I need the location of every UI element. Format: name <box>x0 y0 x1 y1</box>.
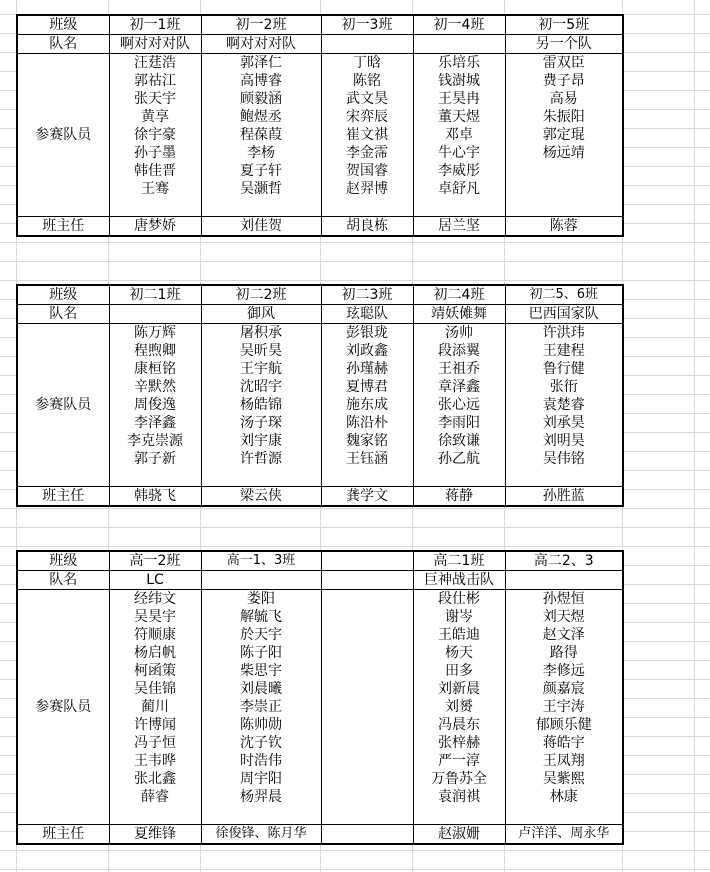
class-name: 初二4班 <box>413 285 505 305</box>
head-teacher: 居兰坚 <box>413 217 505 237</box>
member-name: 陈万辉 <box>109 324 201 343</box>
member-name: 陈帅勋 <box>201 716 321 734</box>
grid-hline <box>0 527 710 528</box>
member-name: 王钰涵 <box>321 450 413 468</box>
member-name: 周宇阳 <box>201 770 321 788</box>
members-label: 参赛队员 <box>17 590 109 825</box>
member-name <box>505 806 623 825</box>
member-name: 王祖乔 <box>413 360 505 378</box>
class-name: 初一5班 <box>505 15 623 35</box>
member-name: 韩佳晋 <box>109 162 201 180</box>
class-name: 初二1班 <box>109 285 201 305</box>
class-row <box>17 15 623 35</box>
member-name: 周俊逸 <box>109 396 201 414</box>
member-name: 乐培乐 <box>413 54 505 73</box>
member-name: 陈铭 <box>321 72 413 90</box>
member-name <box>321 644 413 662</box>
team-name <box>413 35 505 54</box>
grid-hline <box>0 280 710 281</box>
member-name <box>321 198 413 217</box>
grid-hline <box>0 508 710 509</box>
member-name: 吴灏哲 <box>201 180 321 198</box>
member-name: 李修远 <box>505 662 623 680</box>
class-name: 初一3班 <box>321 15 413 35</box>
member-name: 高博睿 <box>201 72 321 90</box>
team-name: 另一个队 <box>505 35 623 54</box>
member-name: 李金霈 <box>321 144 413 162</box>
member-name: 王骞 <box>109 180 201 198</box>
member-name: 黄享 <box>109 108 201 126</box>
head-teacher: 蒋静 <box>413 487 505 507</box>
team-name: 啊对对对队 <box>109 35 201 54</box>
class-label: 班级 <box>17 15 109 35</box>
head-teacher: 夏维锋 <box>109 825 201 845</box>
member-name: 杨皓锦 <box>201 396 321 414</box>
member-name <box>321 806 413 825</box>
head-teacher: 孙胜蓝 <box>505 487 623 507</box>
grid-vline <box>694 0 695 872</box>
head-teacher: 刘佳贺 <box>201 217 321 237</box>
member-name: 符顺康 <box>109 626 201 644</box>
member-name: 屠积承 <box>201 324 321 343</box>
member-name <box>321 590 413 609</box>
member-name: 王皓迪 <box>413 626 505 644</box>
member-name: 程葆葭 <box>201 126 321 144</box>
member-name: 杨羿晨 <box>201 788 321 806</box>
class-name: 初二5、6班 <box>505 285 623 305</box>
member-name: 杨启帆 <box>109 644 201 662</box>
member-name <box>321 698 413 716</box>
member-name <box>321 734 413 752</box>
member-name: 刘天煜 <box>505 608 623 626</box>
member-name: 钱澍城 <box>413 72 505 90</box>
member-name: 贺国睿 <box>321 162 413 180</box>
member-name: 鲁行健 <box>505 360 623 378</box>
class-label: 班级 <box>17 551 109 571</box>
class-name: 初一4班 <box>413 15 505 35</box>
member-name: 李威彤 <box>413 162 505 180</box>
member-name: 经纬文 <box>109 590 201 609</box>
member-name: 冯子恒 <box>109 734 201 752</box>
teacher-row <box>17 217 623 237</box>
member-name <box>321 788 413 806</box>
member-name: 孙乙航 <box>413 450 505 468</box>
member-name: 康桓铭 <box>109 360 201 378</box>
team-name: 靖妖傩舞 <box>413 305 505 324</box>
member-name <box>201 468 321 487</box>
member-name: 郭泽仁 <box>201 54 321 73</box>
member-name: 武文昊 <box>321 90 413 108</box>
member-name: 柴思宇 <box>201 662 321 680</box>
member-name <box>505 180 623 198</box>
member-name <box>321 626 413 644</box>
member-name: 孙瑾赫 <box>321 360 413 378</box>
roster-table-junior-1 <box>16 14 624 237</box>
member-name: 刘承昊 <box>505 414 623 432</box>
member-name: 谢岑 <box>413 608 505 626</box>
member-name: 郁顾乐健 <box>505 716 623 734</box>
member-name <box>321 770 413 788</box>
member-name: 郭祜江 <box>109 72 201 90</box>
member-name: 王昊冉 <box>413 90 505 108</box>
head-teacher: 韩骁飞 <box>109 487 201 507</box>
member-name: 夏博君 <box>321 378 413 396</box>
member-name: 朱振阳 <box>505 108 623 126</box>
member-name: 张心远 <box>413 396 505 414</box>
member-name: 赵羿博 <box>321 180 413 198</box>
team-name-row <box>17 305 623 324</box>
member-name: 牛心宇 <box>413 144 505 162</box>
member-name: 於天宇 <box>201 626 321 644</box>
head-teacher: 卢洋洋、周永华 <box>505 825 623 845</box>
member-name: 宋弈辰 <box>321 108 413 126</box>
member-name: 魏家铭 <box>321 432 413 450</box>
member-name: 汪莛浩 <box>109 54 201 73</box>
member-name: 徐致谦 <box>413 432 505 450</box>
team-name: 御风 <box>201 305 321 324</box>
teacher-row <box>17 487 623 507</box>
member-name: 鲍煜丞 <box>201 108 321 126</box>
member-name: 田多 <box>413 662 505 680</box>
class-row <box>17 551 623 571</box>
member-name: 娄阳 <box>201 590 321 609</box>
class-name: 高一1、3班 <box>201 551 321 571</box>
member-name: 张梓赫 <box>413 734 505 752</box>
member-name: 蒋皓宇 <box>505 734 623 752</box>
team-name <box>321 571 413 590</box>
member-name: 王建程 <box>505 342 623 360</box>
class-name <box>321 551 413 571</box>
member-name <box>413 198 505 217</box>
team-name: 玹聪队 <box>321 305 413 324</box>
member-name: 柯函策 <box>109 662 201 680</box>
member-row <box>17 590 623 609</box>
roster-table-junior-2 <box>16 284 624 507</box>
member-name: 刘明昊 <box>505 432 623 450</box>
team-name <box>201 571 321 590</box>
team-name-label: 队名 <box>17 571 109 590</box>
head-teacher: 陈蓉 <box>505 217 623 237</box>
class-name: 高二1班 <box>413 551 505 571</box>
member-name: 李泽鑫 <box>109 414 201 432</box>
member-name <box>321 716 413 734</box>
member-name <box>201 198 321 217</box>
member-name <box>505 162 623 180</box>
member-name: 吴紫熙 <box>505 770 623 788</box>
head-teacher: 梁云侠 <box>201 487 321 507</box>
member-name: 张天宇 <box>109 90 201 108</box>
member-name: 夏子轩 <box>201 162 321 180</box>
member-name: 时浩伟 <box>201 752 321 770</box>
member-name: 李杨 <box>201 144 321 162</box>
member-name <box>109 198 201 217</box>
member-name <box>321 662 413 680</box>
head-teacher: 徐俊锋、陈月华 <box>201 825 321 845</box>
member-name: 严一淳 <box>413 752 505 770</box>
roster-table-senior <box>16 550 624 845</box>
team-name-row <box>17 571 623 590</box>
member-name <box>321 752 413 770</box>
member-name: 陈沿朴 <box>321 414 413 432</box>
grid-hline <box>0 546 710 547</box>
members-label: 参赛队员 <box>17 54 109 217</box>
member-name: 李克崇源 <box>109 432 201 450</box>
member-name: 许博闻 <box>109 716 201 734</box>
member-name: 汤子琛 <box>201 414 321 432</box>
member-name: 顾毅涵 <box>201 90 321 108</box>
team-name: LC <box>109 571 201 590</box>
teacher-label: 班主任 <box>17 217 109 237</box>
grid-hline <box>0 242 710 243</box>
member-name <box>505 468 623 487</box>
member-row <box>17 54 623 73</box>
teacher-label: 班主任 <box>17 487 109 507</box>
class-name: 高一2班 <box>109 551 201 571</box>
grid-hline <box>0 869 710 870</box>
member-name: 薛睿 <box>109 788 201 806</box>
class-name: 初一2班 <box>201 15 321 35</box>
member-name: 刘赟 <box>413 698 505 716</box>
head-teacher: 唐梦娇 <box>109 217 201 237</box>
member-name: 崔文祺 <box>321 126 413 144</box>
member-name: 吴昊宇 <box>109 608 201 626</box>
member-name <box>505 198 623 217</box>
class-name: 高二2、3 <box>505 551 623 571</box>
member-name: 王韦晔 <box>109 752 201 770</box>
team-name <box>505 571 623 590</box>
member-name: 孙子墨 <box>109 144 201 162</box>
member-name: 许哲源 <box>201 450 321 468</box>
member-name: 李崇正 <box>201 698 321 716</box>
teacher-label: 班主任 <box>17 825 109 845</box>
member-name: 丁晗 <box>321 54 413 73</box>
member-name: 段仕彬 <box>413 590 505 609</box>
member-name: 解毓飞 <box>201 608 321 626</box>
head-teacher: 赵淑姗 <box>413 825 505 845</box>
member-name: 李雨阳 <box>413 414 505 432</box>
member-name: 费子昂 <box>505 72 623 90</box>
member-name: 董天煜 <box>413 108 505 126</box>
team-name <box>109 305 201 324</box>
member-name: 卓舒凡 <box>413 180 505 198</box>
member-name: 蔺川 <box>109 698 201 716</box>
class-label: 班级 <box>17 285 109 305</box>
class-row <box>17 285 623 305</box>
member-name: 高易 <box>505 90 623 108</box>
member-name: 刘新晨 <box>413 680 505 698</box>
member-name: 章泽鑫 <box>413 378 505 396</box>
member-name: 郭定琨 <box>505 126 623 144</box>
head-teacher <box>321 825 413 845</box>
member-name: 许洪玮 <box>505 324 623 343</box>
member-name: 段添翼 <box>413 342 505 360</box>
grid-hline <box>0 261 710 262</box>
member-name: 辛默然 <box>109 378 201 396</box>
member-name: 赵文泽 <box>505 626 623 644</box>
member-name: 邓卓 <box>413 126 505 144</box>
member-name: 王宇航 <box>201 360 321 378</box>
member-name <box>201 806 321 825</box>
member-name <box>321 680 413 698</box>
class-name: 初一1班 <box>109 15 201 35</box>
member-name: 施东成 <box>321 396 413 414</box>
teacher-row <box>17 825 623 845</box>
team-name <box>321 35 413 54</box>
member-name: 袁楚睿 <box>505 396 623 414</box>
member-name <box>109 806 201 825</box>
member-name: 林康 <box>505 788 623 806</box>
member-name <box>321 468 413 487</box>
member-name: 王宇涛 <box>505 698 623 716</box>
members-label: 参赛队员 <box>17 324 109 487</box>
member-name: 袁润祺 <box>413 788 505 806</box>
head-teacher: 龚学文 <box>321 487 413 507</box>
member-name: 万鲁苏全 <box>413 770 505 788</box>
member-name: 吴昕昊 <box>201 342 321 360</box>
member-name <box>321 608 413 626</box>
member-name: 杨远靖 <box>505 144 623 162</box>
team-name: 啊对对对队 <box>201 35 321 54</box>
member-name: 孙煜恒 <box>505 590 623 609</box>
member-name: 张衎 <box>505 378 623 396</box>
member-name: 汤帅 <box>413 324 505 343</box>
member-name: 雷双臣 <box>505 54 623 73</box>
member-name <box>109 468 201 487</box>
member-name: 杨天 <box>413 644 505 662</box>
team-name-row <box>17 35 623 54</box>
member-name: 沈子钦 <box>201 734 321 752</box>
member-name: 刘宇康 <box>201 432 321 450</box>
head-teacher: 胡良栋 <box>321 217 413 237</box>
grid-hline <box>0 850 710 851</box>
member-name: 张北鑫 <box>109 770 201 788</box>
member-row <box>17 324 623 343</box>
team-name-label: 队名 <box>17 305 109 324</box>
member-name: 王凤翔 <box>505 752 623 770</box>
member-name <box>413 468 505 487</box>
class-name: 初二3班 <box>321 285 413 305</box>
member-name: 刘晨曦 <box>201 680 321 698</box>
member-name: 吴佳锦 <box>109 680 201 698</box>
team-name: 巨神战击队 <box>413 571 505 590</box>
member-name: 颜嘉宸 <box>505 680 623 698</box>
member-name <box>413 806 505 825</box>
team-name: 巴西国家队 <box>505 305 623 324</box>
team-name-label: 队名 <box>17 35 109 54</box>
member-name: 程煦卿 <box>109 342 201 360</box>
member-name: 路得 <box>505 644 623 662</box>
member-name: 刘政鑫 <box>321 342 413 360</box>
member-name: 吴伟铭 <box>505 450 623 468</box>
member-name: 徐宇豪 <box>109 126 201 144</box>
member-name: 陈子阳 <box>201 644 321 662</box>
member-name: 彭银珑 <box>321 324 413 343</box>
member-name: 郭子新 <box>109 450 201 468</box>
class-name: 初二2班 <box>201 285 321 305</box>
member-name: 沈昭宇 <box>201 378 321 396</box>
member-name: 冯晨东 <box>413 716 505 734</box>
